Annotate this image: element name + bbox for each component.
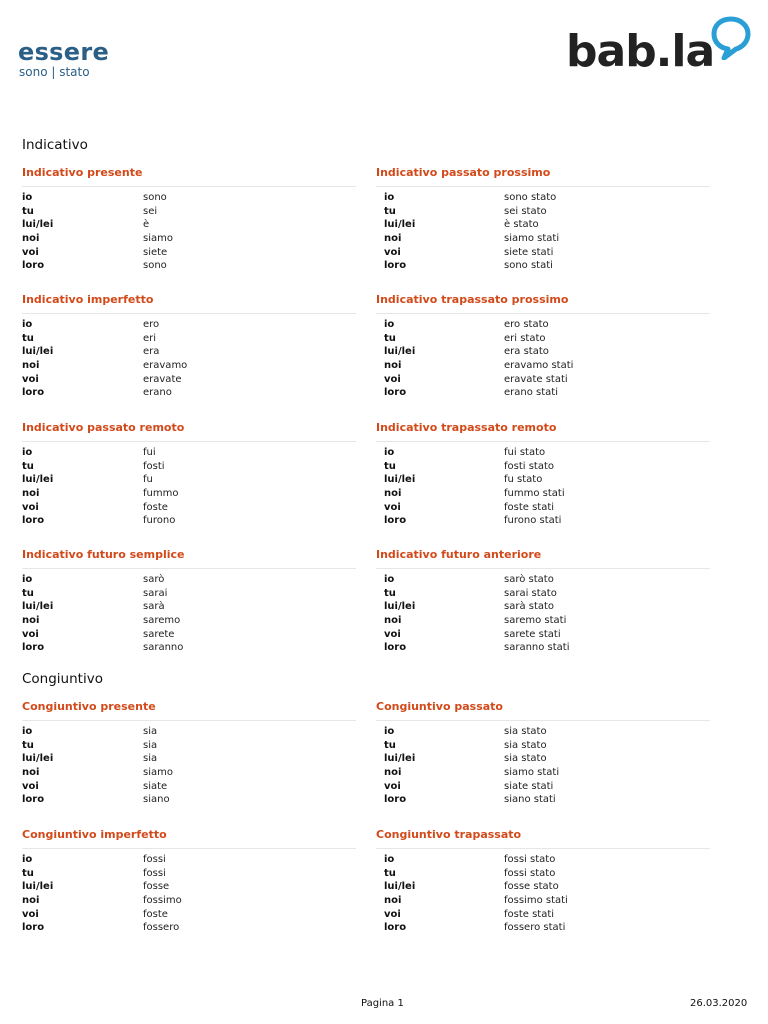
conjugation-row: [376, 460, 710, 474]
verb-form: siamo stati: [504, 233, 560, 245]
tense-divider: [376, 186, 710, 187]
pronoun: tu: [384, 332, 396, 344]
verb-form: è stato: [504, 219, 539, 231]
verb-form: fossi stato: [504, 867, 556, 879]
babla-logo[interactable]: [566, 16, 752, 82]
tense-title: Indicativo trapassato remoto: [376, 421, 557, 434]
pronoun: tu: [22, 587, 34, 599]
tense-block: [22, 292, 356, 400]
verb-form: fui stato: [504, 447, 546, 458]
pronoun: noi: [384, 233, 402, 245]
pronoun: loro: [384, 387, 407, 399]
pronoun: loro: [384, 642, 407, 654]
verb-form: siete stati: [504, 246, 554, 258]
conjugation-row: [376, 318, 710, 332]
tense-divider: [376, 848, 710, 849]
tense-title: Indicativo futuro anteriore: [376, 548, 542, 561]
conjugation-row: [376, 853, 710, 867]
pronoun: io: [384, 726, 395, 737]
pronoun: lui/lei: [384, 753, 416, 765]
tense-divider: [22, 568, 356, 569]
pronoun: noi: [22, 895, 40, 907]
verb-form: fossi stato: [504, 854, 556, 865]
pronoun: lui/lei: [22, 881, 54, 893]
conjugation-row: [376, 880, 710, 894]
pronoun: io: [384, 192, 395, 203]
pronoun: tu: [22, 460, 34, 472]
verb-form: sono stato: [504, 192, 557, 203]
verb-form: fosse stato: [504, 881, 559, 893]
conjugation-row: [376, 359, 710, 373]
conjugation-row: [376, 725, 710, 739]
tense-block: [376, 292, 710, 400]
conjugation-row: [376, 894, 710, 908]
conjugation-row: [376, 780, 710, 794]
conjugation-row: [22, 600, 356, 614]
pronoun: io: [384, 854, 395, 865]
tense-title: Indicativo presente: [22, 166, 143, 179]
verb-form: sei stato: [504, 205, 547, 217]
tense-divider: [376, 441, 710, 442]
verb-form: siate: [143, 780, 168, 792]
verb-form: siete: [143, 246, 168, 258]
pronoun: io: [22, 854, 33, 865]
tense-title: Indicativo passato prossimo: [376, 166, 551, 179]
verb-form: saranno stati: [504, 642, 570, 654]
verb-form: fu stato: [504, 474, 543, 486]
pronoun: lui/lei: [22, 601, 54, 613]
conjugation-row: [376, 205, 710, 219]
conjugation-row: [22, 793, 356, 807]
tense-block: [376, 165, 710, 273]
verb-title: essere: [18, 38, 110, 66]
pronoun: lui/lei: [384, 474, 416, 486]
speech-bubble-icon: [710, 16, 752, 60]
pronoun: noi: [384, 767, 402, 779]
verb-form: sarete: [143, 628, 175, 640]
conjugation-row: [376, 641, 710, 655]
pronoun: tu: [22, 332, 34, 344]
verb-form: foste stati: [504, 908, 555, 920]
conjugation-row: [22, 487, 356, 501]
conjugation-row: [376, 501, 710, 515]
conjugation-row: [22, 752, 356, 766]
pronoun: io: [22, 319, 33, 330]
conjugation-row: [22, 205, 356, 219]
conjugation-row: [22, 473, 356, 487]
conjugation-row: [376, 386, 710, 400]
pronoun: lui/lei: [384, 219, 416, 231]
conjugation-row: [376, 587, 710, 601]
verb-form: fosti: [143, 460, 165, 472]
tense-block: [22, 699, 356, 807]
tense-divider: [22, 186, 356, 187]
verb-form: era stato: [504, 346, 549, 358]
tense-divider: [376, 313, 710, 314]
verb-form: sono stati: [504, 260, 553, 272]
verb-form: furono: [143, 515, 176, 527]
conjugation-row: [376, 373, 710, 387]
pronoun: io: [22, 726, 33, 737]
verb-form: fosse: [143, 881, 170, 893]
pronoun: voi: [22, 501, 39, 513]
verb-form: sarò: [143, 574, 165, 585]
pronoun: voi: [384, 246, 401, 258]
tense-block: [376, 547, 710, 655]
pronoun: io: [384, 319, 395, 330]
conjugation-row: [376, 573, 710, 587]
verb-form: erano: [143, 387, 172, 399]
conjugation-row: [22, 614, 356, 628]
verb-form: sarà stato: [504, 601, 555, 613]
conjugation-row: [376, 259, 710, 273]
conjugation-row: [22, 867, 356, 881]
conjugation-row: [22, 373, 356, 387]
conjugation-row: [22, 894, 356, 908]
verb-form: siate stati: [504, 780, 554, 792]
verb-form: eri: [143, 332, 157, 344]
tense-block: [22, 420, 356, 528]
verb-form: fossimo stati: [504, 895, 568, 907]
conjugation-row: [376, 908, 710, 922]
verb-form: erano stati: [504, 387, 558, 399]
conjugation-row: [376, 246, 710, 260]
pronoun: lui/lei: [22, 346, 54, 358]
tense-divider: [22, 313, 356, 314]
verb-form: eravamo stati: [504, 360, 574, 372]
pronoun: lui/lei: [384, 601, 416, 613]
pronoun: tu: [384, 460, 396, 472]
conjugation-row: [22, 880, 356, 894]
conjugation-row: [376, 191, 710, 205]
pronoun: tu: [384, 867, 396, 879]
pronoun: loro: [22, 515, 45, 527]
tense-divider: [22, 720, 356, 721]
conjugation-row: [22, 232, 356, 246]
verb-form: siamo: [143, 233, 173, 245]
tense-divider: [22, 441, 356, 442]
pronoun: lui/lei: [384, 346, 416, 358]
verb-form: fummo: [143, 488, 179, 500]
verb-form: fummo stati: [504, 488, 565, 500]
conjugation-row: [376, 514, 710, 528]
conjugation-row: [376, 793, 710, 807]
pronoun: loro: [22, 260, 45, 272]
pronoun: loro: [22, 922, 45, 934]
pronoun: io: [384, 447, 395, 458]
pronoun: tu: [384, 205, 396, 217]
pronoun: voi: [22, 373, 39, 385]
pronoun: lui/lei: [22, 753, 54, 765]
verb-form: furono stati: [504, 515, 562, 527]
pronoun: loro: [384, 260, 407, 272]
tense-title: Indicativo passato remoto: [22, 421, 185, 434]
pronoun: tu: [384, 739, 396, 751]
verb-form: sarai stato: [504, 587, 557, 599]
tense-divider: [376, 568, 710, 569]
conjugation-row: [376, 473, 710, 487]
verb-form: sarà: [143, 601, 165, 613]
pronoun: voi: [22, 628, 39, 640]
conjugation-row: [22, 587, 356, 601]
conjugation-row: [22, 246, 356, 260]
conjugation-row: [22, 318, 356, 332]
verb-form: foste: [143, 501, 168, 513]
tense-block: [22, 827, 356, 935]
pronoun: voi: [22, 780, 39, 792]
conjugation-row: [22, 766, 356, 780]
verb-form: fossimo: [143, 895, 182, 907]
conjugation-row: [22, 446, 356, 460]
tense-title: Congiuntivo trapassato: [376, 828, 522, 841]
conjugation-row: [22, 191, 356, 205]
conjugation-row: [22, 573, 356, 587]
pronoun: io: [384, 574, 395, 585]
verb-form: siamo stati: [504, 767, 560, 779]
verb-form: eravate stati: [504, 373, 568, 385]
tense-title: Indicativo futuro semplice: [22, 548, 185, 561]
conjugation-row: [376, 628, 710, 642]
pronoun: voi: [384, 373, 401, 385]
conjugation-row: [22, 853, 356, 867]
verb-form: sono: [143, 192, 167, 203]
conjugation-row: [376, 739, 710, 753]
tense-divider: [22, 848, 356, 849]
verb-form: fui: [143, 447, 156, 458]
pronoun: noi: [384, 615, 402, 627]
tense-title: Congiuntivo passato: [376, 700, 503, 713]
conjugation-row: [22, 386, 356, 400]
pronoun: loro: [384, 515, 407, 527]
mood-heading-indicativo: Indicativo: [22, 137, 88, 153]
verb-form: ero stato: [504, 319, 549, 330]
conjugation-row: [376, 600, 710, 614]
tense-title: Indicativo trapassato prossimo: [376, 293, 569, 306]
verb-form: foste stati: [504, 501, 555, 513]
pronoun: voi: [384, 628, 401, 640]
conjugation-row: [376, 867, 710, 881]
verb-form: siamo: [143, 767, 173, 779]
verb-form: sia stato: [504, 739, 547, 751]
pronoun: noi: [22, 615, 40, 627]
pronoun: noi: [22, 767, 40, 779]
conjugation-row: [22, 514, 356, 528]
conjugation-row: [22, 218, 356, 232]
verb-form: siano stati: [504, 794, 556, 806]
pronoun: voi: [384, 780, 401, 792]
verb-form: siano: [143, 794, 170, 806]
verb-form: fu: [143, 474, 153, 486]
pronoun: noi: [384, 895, 402, 907]
print-date: 26.03.2020: [690, 998, 748, 1009]
verb-form: saremo stati: [504, 615, 567, 627]
mood-heading-congiuntivo: Congiuntivo: [22, 671, 103, 687]
conjugation-row: [376, 487, 710, 501]
conjugation-row: [22, 259, 356, 273]
conjugation-row: [22, 359, 356, 373]
pronoun: lui/lei: [22, 474, 54, 486]
conjugation-row: [22, 908, 356, 922]
pronoun: tu: [384, 587, 396, 599]
verb-form: eravamo: [143, 360, 188, 372]
pronoun: lui/lei: [22, 219, 54, 231]
conjugation-row: [376, 766, 710, 780]
tense-block: [22, 547, 356, 655]
tense-title: Indicativo imperfetto: [22, 293, 154, 306]
conjugation-row: [376, 446, 710, 460]
verb-form: sia: [143, 726, 158, 737]
pronoun: tu: [22, 867, 34, 879]
pronoun: lui/lei: [384, 881, 416, 893]
verb-form: è: [143, 219, 150, 231]
verb-principal-forms: sono | stato: [19, 65, 90, 79]
verb-form: sia stato: [504, 726, 547, 737]
verb-form: fossi: [143, 867, 166, 879]
verb-form: fossero stati: [504, 922, 566, 934]
verb-form: fossi: [143, 854, 166, 865]
verb-form: era: [143, 346, 160, 358]
conjugation-row: [22, 501, 356, 515]
tense-block: [376, 699, 710, 807]
pronoun: noi: [384, 360, 402, 372]
conjugation-row: [22, 780, 356, 794]
verb-form: sia stato: [504, 753, 547, 765]
verb-form: foste: [143, 908, 168, 920]
pronoun: loro: [384, 794, 407, 806]
conjugation-row: [376, 614, 710, 628]
pronoun: loro: [22, 794, 45, 806]
conjugation-row: [376, 218, 710, 232]
conjugation-row: [22, 921, 356, 935]
pronoun: io: [22, 192, 33, 203]
pronoun: noi: [22, 233, 40, 245]
pronoun: io: [22, 447, 33, 458]
pronoun: voi: [22, 908, 39, 920]
pronoun: io: [22, 574, 33, 585]
pronoun: voi: [22, 246, 39, 258]
pronoun: loro: [22, 642, 45, 654]
verb-form: fossero: [143, 922, 180, 934]
tense-block: [22, 165, 356, 273]
conjugation-row: [376, 752, 710, 766]
verb-form: sia: [143, 753, 158, 765]
conjugation-row: [376, 332, 710, 346]
conjugation-row: [22, 332, 356, 346]
verb-form: sia: [143, 739, 158, 751]
verb-form: sono: [143, 260, 167, 272]
conjugation-row: [22, 641, 356, 655]
verb-form: sei: [143, 205, 158, 217]
conjugation-row: [22, 460, 356, 474]
pronoun: voi: [384, 501, 401, 513]
conjugation-row: [376, 921, 710, 935]
tense-divider: [376, 720, 710, 721]
tense-title: Congiuntivo imperfetto: [22, 828, 167, 841]
pronoun: noi: [22, 360, 40, 372]
verb-form: saranno: [143, 642, 184, 654]
tense-block: [376, 827, 710, 935]
pronoun: noi: [384, 488, 402, 500]
tense-block: [376, 420, 710, 528]
conjugation-row: [376, 232, 710, 246]
pronoun: tu: [22, 739, 34, 751]
logo-text: bab.la: [566, 26, 715, 77]
verb-form: eri stato: [504, 332, 546, 344]
pronoun: voi: [384, 908, 401, 920]
conjugation-row: [22, 739, 356, 753]
pronoun: noi: [22, 488, 40, 500]
page-number: Pagina 1: [361, 998, 404, 1009]
verb-form: sarai: [143, 587, 168, 599]
pronoun: loro: [22, 387, 45, 399]
tense-title: Congiuntivo presente: [22, 700, 156, 713]
verb-form: sarò stato: [504, 574, 554, 585]
conjugation-row: [376, 345, 710, 359]
conjugation-row: [22, 725, 356, 739]
verb-form: saremo: [143, 615, 181, 627]
verb-form: eravate: [143, 373, 182, 385]
verb-form: ero: [143, 319, 160, 330]
verb-form: sarete stati: [504, 628, 561, 640]
conjugation-row: [22, 345, 356, 359]
pronoun: tu: [22, 205, 34, 217]
verb-form: fosti stato: [504, 460, 555, 472]
pronoun: loro: [384, 922, 407, 934]
conjugation-row: [22, 628, 356, 642]
